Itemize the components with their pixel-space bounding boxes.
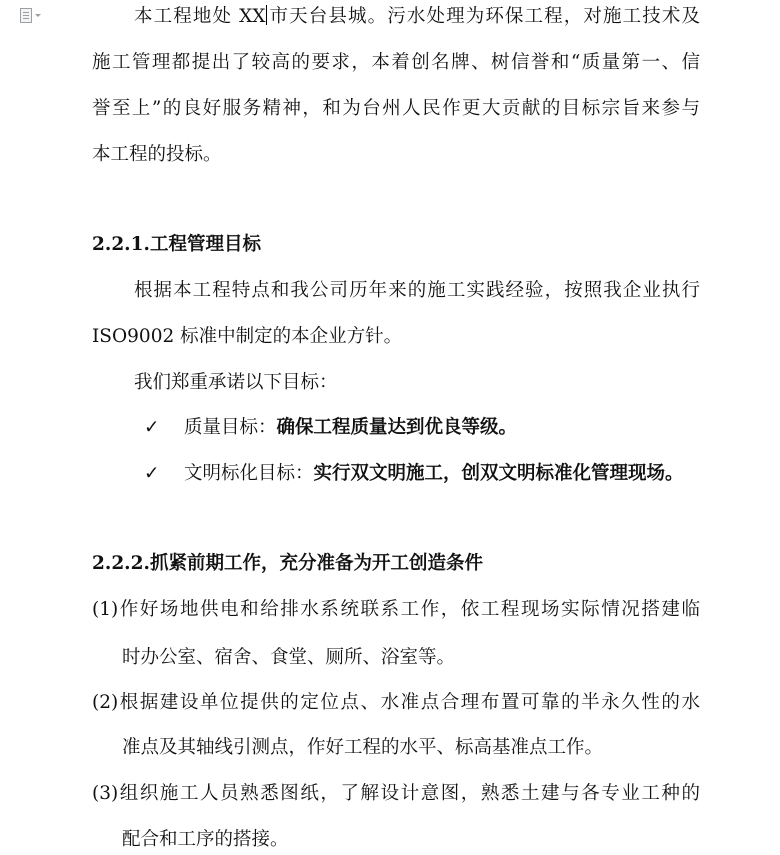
- goal-value: 确保工程质量达到优良等级。: [276, 417, 518, 438]
- checkmark-icon: ✓: [144, 417, 160, 438]
- section-heading-2-2-1: 2.2.1.工程管理目标: [92, 234, 261, 255]
- intro-line-3: 誉至上”的良好服务精神，和为台州人民作更大贡献的目标宗旨来参与: [92, 98, 700, 119]
- section1-para-line-1: 根据本工程特点和我公司历年来的施工实践经验，按照我企业执行: [134, 280, 700, 301]
- list-item-3-line-2: 配合和工序的搭接。: [122, 829, 289, 850]
- goal-label: 文明标化目标：: [184, 463, 314, 484]
- list-item-1-line-2: 时办公室、宿舍、食堂、厕所、浴室等。: [122, 647, 456, 668]
- list-item-2-line-1: (2)根据建设单位提供的定位点、水准点合理布置可靠的半永久性的水: [92, 692, 700, 713]
- promise-line: 我们郑重承诺以下目标：: [134, 372, 338, 393]
- intro-line-2: 施工管理都提出了较高的要求，本着创名牌、树信誉和“质量第一、信: [92, 52, 700, 73]
- intro-line-1: 本工程地处 XX 市天台县城。污水处理为环保工程，对施工技术及: [134, 6, 700, 27]
- checkmark-icon: ✓: [144, 463, 160, 484]
- goal-item-civilization: [144, 459, 684, 489]
- section-heading-2-2-2: 2.2.2.抓紧前期工作，充分准备为开工创造条件: [92, 553, 483, 574]
- document-icon[interactable]: [20, 8, 46, 24]
- list-item-2-line-2: 准点及其轴线引测点，作好工程的水平、标高基准点工作。: [122, 737, 604, 758]
- goal-value: 实行双文明施工，创双文明标准化管理现场。: [313, 463, 684, 484]
- chevron-down-icon: [35, 14, 41, 17]
- list-item-3-line-1: (3)组织施工人员熟悉图纸，了解设计意图，熟悉土建与各专业工种的: [92, 783, 700, 804]
- intro-line-4: 本工程的投标。: [92, 144, 222, 165]
- page-glyph: [20, 8, 32, 23]
- goal-label: 质量目标：: [184, 417, 277, 438]
- section1-para-line-2: ISO9002 标准中制定的本企业方针。: [92, 326, 403, 347]
- goal-item-quality: [144, 413, 517, 443]
- list-item-1-line-1: (1)作好场地供电和给排水系统联系工作，依工程现场实际情况搭建临: [92, 599, 700, 620]
